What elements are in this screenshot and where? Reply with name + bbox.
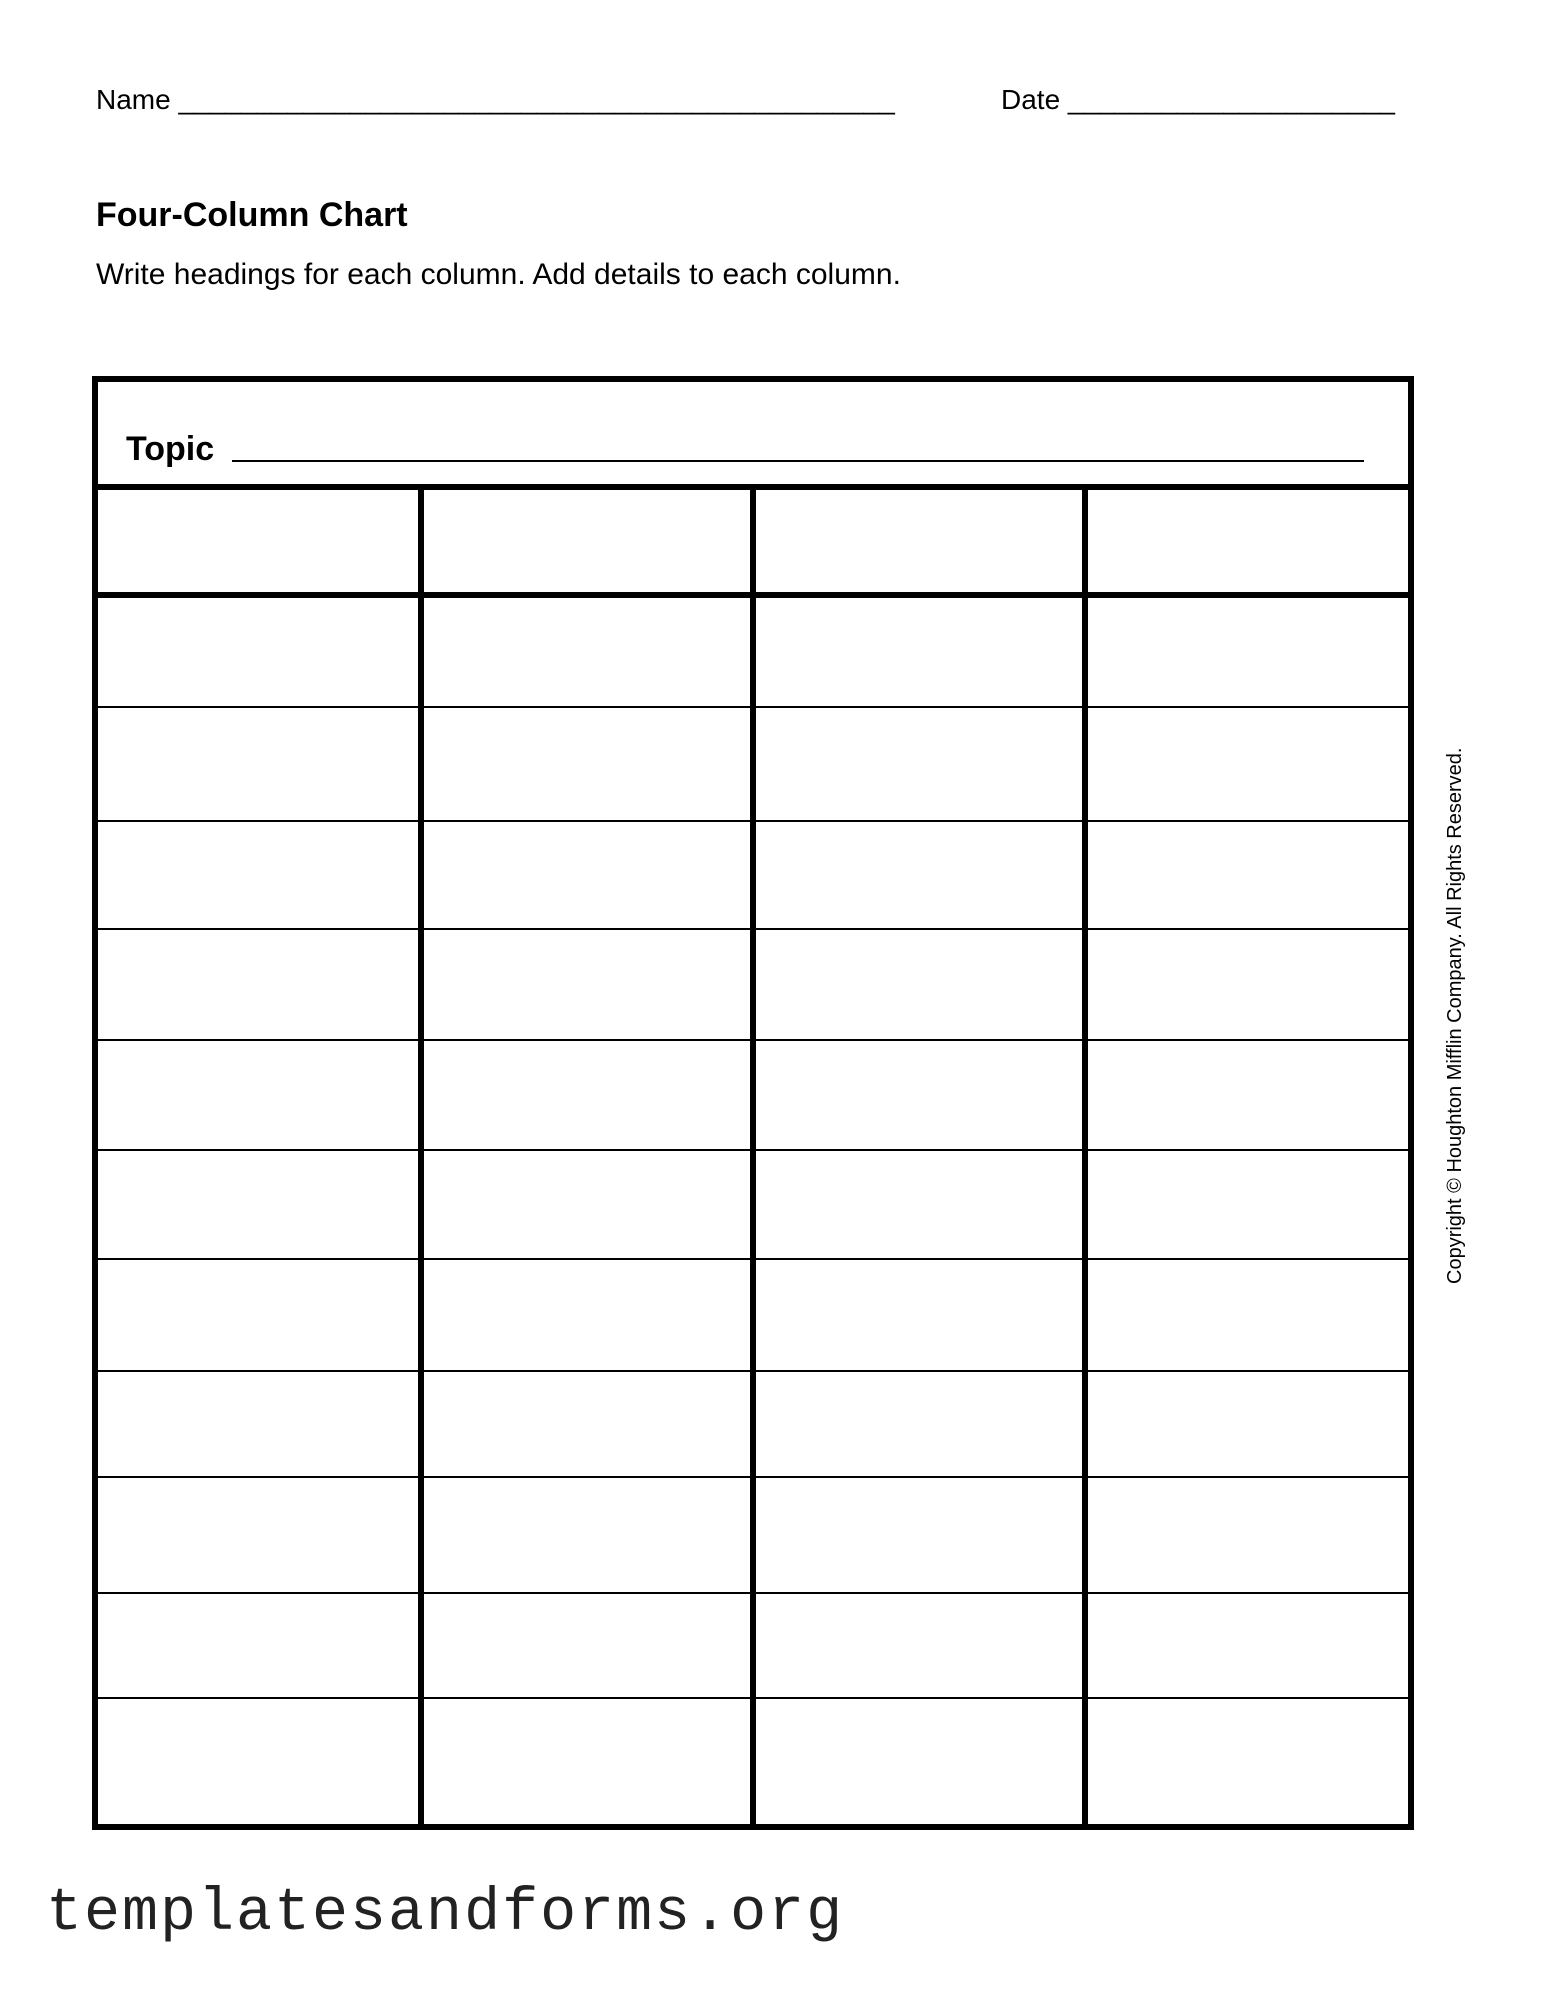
row-divider (98, 1697, 1408, 1699)
page-title: Four-Column Chart (96, 196, 408, 234)
row-divider (98, 928, 1408, 930)
chart-grid (98, 490, 1408, 1824)
row-divider (98, 1149, 1408, 1151)
name-field[interactable]: Name ______________________________________________ (96, 84, 895, 115)
row-divider (98, 820, 1408, 822)
topic-label: Topic (126, 430, 215, 468)
row-divider (98, 1592, 1408, 1594)
date-field[interactable]: Date _____________________ (1001, 84, 1395, 115)
column-divider (418, 490, 424, 1824)
row-divider (98, 1039, 1408, 1041)
row-divider (98, 1258, 1408, 1260)
column-divider (750, 490, 756, 1824)
topic-row (98, 382, 1408, 490)
four-column-chart (92, 376, 1414, 1830)
heading-row-divider (98, 592, 1408, 598)
copyright-notice: Copyright © Houghton Mifflin Company. All Rights Reserved. (1444, 747, 1466, 1284)
watermark: templatesandforms.org (46, 1880, 845, 1948)
row-divider (98, 706, 1408, 708)
name-date-line (96, 84, 1456, 116)
instructions: Write headings for each column. Add details to each column. (96, 258, 901, 291)
topic-input-line[interactable] (232, 460, 1364, 462)
row-divider (98, 1370, 1408, 1372)
column-divider (1082, 490, 1088, 1824)
row-divider (98, 1476, 1408, 1478)
